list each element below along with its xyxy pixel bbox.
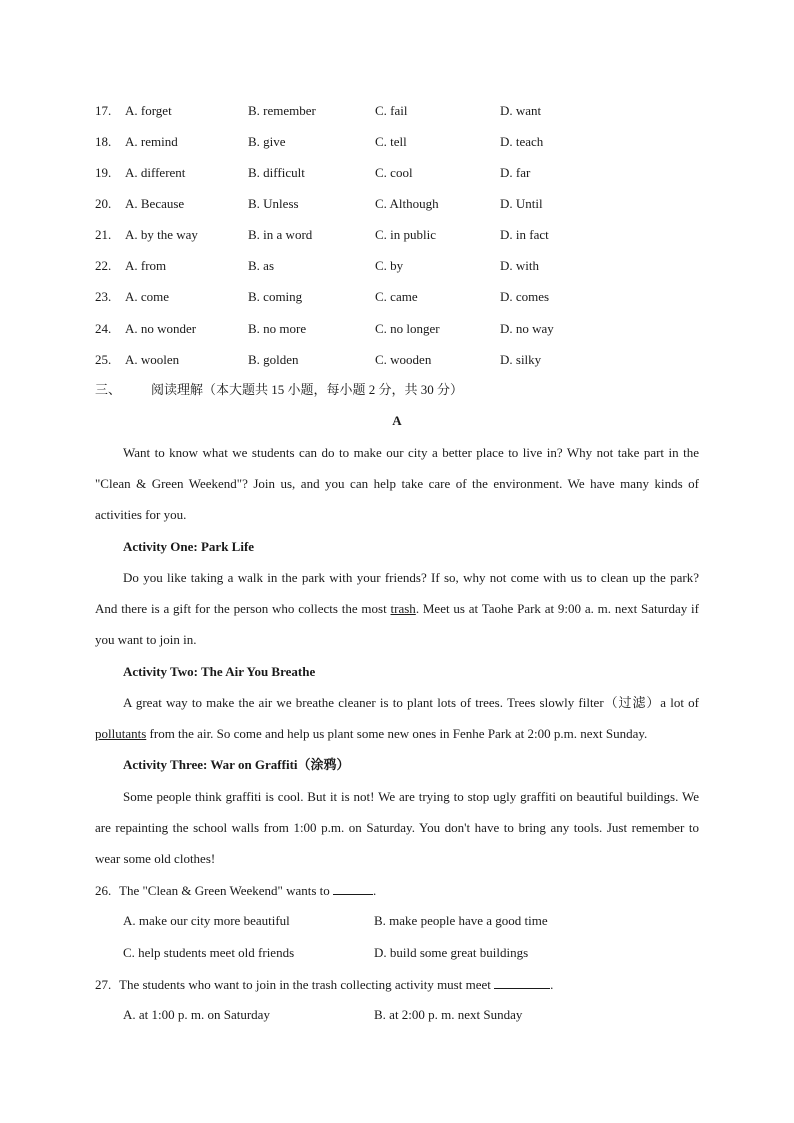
option-row bbox=[0, 256, 794, 276]
activity-one-text bbox=[95, 562, 699, 656]
option-row bbox=[0, 132, 794, 152]
option-c: C. fail bbox=[375, 103, 408, 118]
option-c: C. tell bbox=[375, 134, 407, 149]
option-row bbox=[0, 225, 794, 245]
activity-three-body: Some people think graffiti is cool. But it is not! We are trying to stop ugly graffiti on beautiful buildings. We are repainting the school walls from 1:00 p.m. on Saturday. You don't have to bring any tools. Just remember to wear some old clothes! bbox=[95, 789, 699, 867]
option-row bbox=[0, 163, 794, 183]
question-number: 17. bbox=[95, 103, 112, 118]
option-a: A. come bbox=[125, 289, 170, 304]
activity-two-text-after: from the air. So come and help us plant some new ones in Fenhe Park at 2:00 p.m. next Sunday. bbox=[146, 726, 648, 742]
option-c: C. help students meet old friends bbox=[123, 945, 295, 960]
option-a: A. remind bbox=[125, 134, 178, 149]
option-row bbox=[0, 101, 794, 121]
option-a: A. Because bbox=[125, 196, 185, 211]
option-b: B. no more bbox=[248, 321, 307, 336]
activity-two-title: Activity Two: The Air You Breathe bbox=[123, 664, 316, 679]
question-number: 22. bbox=[95, 258, 112, 273]
option-b: B. remember bbox=[248, 103, 316, 118]
option-a: A. make our city more beautiful bbox=[123, 913, 290, 928]
option-d: D. with bbox=[500, 258, 539, 273]
question-number: 25. bbox=[95, 352, 112, 367]
question-number: 26. bbox=[95, 883, 112, 898]
question-number: 21. bbox=[95, 227, 112, 242]
question-27 bbox=[95, 974, 553, 995]
option-d: D. teach bbox=[500, 134, 544, 149]
question-number: 19. bbox=[95, 165, 112, 180]
underlined-word-pollutants: pollutants bbox=[95, 726, 147, 742]
question-end: . bbox=[550, 977, 554, 992]
activity-one-text-after: . Meet us at Taohe Park at 9:00 a. m. next Saturday if you want to join in. bbox=[95, 601, 699, 648]
option-a: A. different bbox=[125, 165, 186, 180]
question-number: 24. bbox=[95, 321, 112, 336]
intro-text: Want to know what we students can do to make our city a better place to live in? Why not take part in the "Clean & Green Weekend"? Join us, and you can help take care of the environment. We have many kinds of activities for you. bbox=[95, 445, 699, 523]
option-b: B. as bbox=[248, 258, 274, 273]
option-b: B. difficult bbox=[248, 165, 305, 180]
option-a: A. from bbox=[125, 258, 167, 273]
question-stem: The students who want to join in the trash collecting activity must meet bbox=[119, 977, 491, 992]
option-c: C. Although bbox=[375, 196, 439, 211]
underlined-word-trash: trash bbox=[390, 601, 416, 617]
activity-two-text bbox=[95, 687, 699, 749]
option-b: B. Unless bbox=[248, 196, 299, 211]
option-a: A. at 1:00 p. m. on Saturday bbox=[123, 1007, 270, 1022]
question-stem: The "Clean & Green Weekend" wants to bbox=[119, 883, 330, 898]
option-d: D. build some great buildings bbox=[374, 945, 529, 960]
option-c: C. by bbox=[375, 258, 404, 273]
option-row bbox=[0, 287, 794, 307]
option-b: B. at 2:00 p. m. next Sunday bbox=[374, 1007, 523, 1022]
activity-one-title: Activity One: Park Life bbox=[123, 539, 255, 554]
option-row bbox=[0, 350, 794, 370]
question-number: 23. bbox=[95, 289, 112, 304]
option-c: C. came bbox=[375, 289, 418, 304]
option-c: C. in public bbox=[375, 227, 437, 242]
question-number: 27. bbox=[95, 977, 112, 992]
option-d: D. in fact bbox=[500, 227, 549, 242]
option-b: B. in a word bbox=[248, 227, 313, 242]
activity-one-text-before: Do you like taking a walk in the park with your friends? If so, why not come with us to clean up the park? And there is a gift for the person who collects the most bbox=[95, 570, 699, 617]
option-a: A. by the way bbox=[125, 227, 198, 242]
answer-blank bbox=[494, 974, 550, 989]
section-number: 三、 bbox=[95, 382, 122, 397]
question-26 bbox=[95, 880, 376, 901]
option-b: B. make people have a good time bbox=[374, 913, 548, 928]
activity-two-text-before: A great way to make the air we breathe cleaner is to plant lots of trees. Trees slowly filter（过滤）a lot of bbox=[123, 695, 699, 710]
section-title: 阅读理解（本大题共 15 小题，每小题 2 分，共 30 分） bbox=[151, 382, 464, 397]
option-d: D. silky bbox=[500, 352, 542, 367]
option-c: C. no longer bbox=[375, 321, 440, 336]
option-c: C. cool bbox=[375, 165, 413, 180]
passage-label: A bbox=[392, 413, 402, 428]
option-row bbox=[0, 194, 794, 214]
option-b: B. golden bbox=[248, 352, 299, 367]
activity-three-title: Activity Three: War on Graffiti（涂鸦） bbox=[123, 757, 350, 772]
option-d: D. want bbox=[500, 103, 542, 118]
option-b: B. coming bbox=[248, 289, 303, 304]
option-d: D. no way bbox=[500, 321, 554, 336]
option-b: B. give bbox=[248, 134, 286, 149]
option-row bbox=[0, 319, 794, 339]
option-d: D. comes bbox=[500, 289, 550, 304]
option-d: D. far bbox=[500, 165, 531, 180]
question-number: 18. bbox=[95, 134, 112, 149]
option-a: A. forget bbox=[125, 103, 172, 118]
option-a: A. woolen bbox=[125, 352, 180, 367]
option-d: D. Until bbox=[500, 196, 543, 211]
activity-three-text bbox=[95, 781, 699, 875]
answer-blank bbox=[333, 880, 373, 895]
question-number: 20. bbox=[95, 196, 112, 211]
option-c: C. wooden bbox=[375, 352, 432, 367]
passage-intro bbox=[95, 437, 699, 531]
option-a: A. no wonder bbox=[125, 321, 197, 336]
question-end: . bbox=[373, 883, 377, 898]
